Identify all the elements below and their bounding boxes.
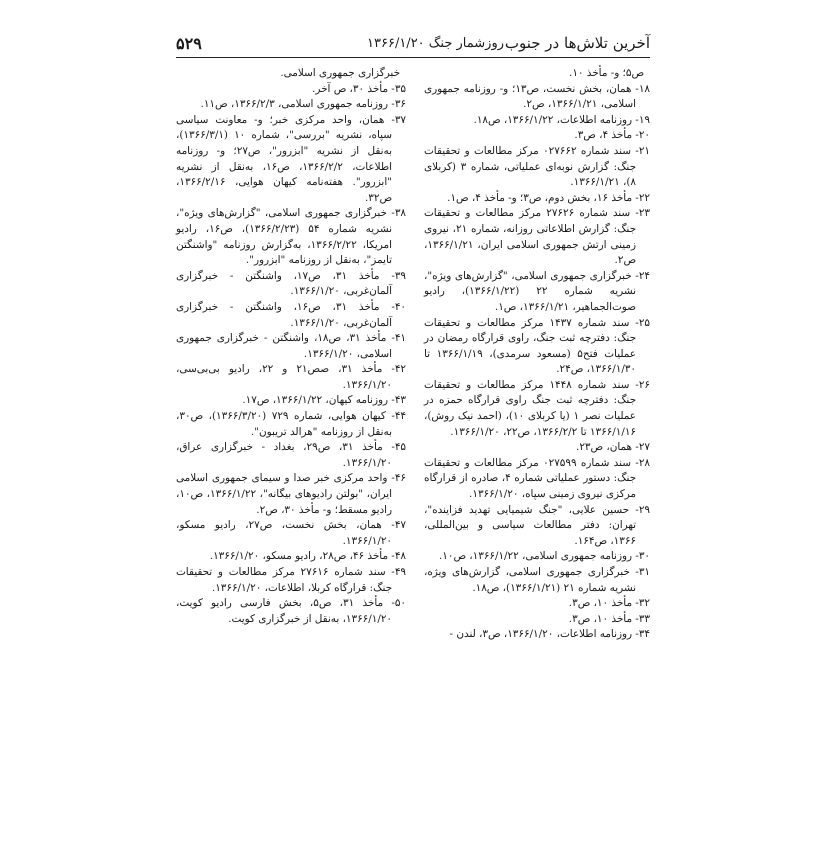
page-number: ۵۲۹ <box>176 34 202 53</box>
footnote: ۳۳- مأخذ ۱۰، ص۳. <box>568 612 650 625</box>
footnote: ۳۵- مأخذ ۳۰، ص آخر. <box>312 82 406 95</box>
footnote: ۳۲- مأخذ ۱۰، ص۳. <box>568 597 650 610</box>
footnote: ۲۹- حسین علایی، "جنگ شیمیایی تهدید فزاینده"، تهران: دفتر مطالعات سیاسی و بین‌المللی، ۱۳۶۶، ص۱۶۴. <box>424 503 650 547</box>
page-header <box>176 34 650 58</box>
footnote: ۲۱- سند شماره ۰۲۷۶۶۲ مرکز مطالعات و تحقیقات جنگ: گزارش نوبه‌ای عملیاتی، شماره ۳ (کربلای ۸)، ۱۳۶۶/۱/۲۱. <box>424 144 650 189</box>
footnote-continuation: ص۵؛ و- مأخذ ۱۰. <box>569 67 644 79</box>
footnote: ۴۷- همان، بخش نخست، ص۲۷، رادیو مسکو، ۱۳۶۶/۱/۲۰. <box>176 519 406 547</box>
footnote: ۲۴- خبرگزاری جمهوری اسلامی، "گزارش‌های ویژه"، نشریه شماره ۲۲ (۱۳۶۶/۱/۲۲)، رادیو صوت‌الجماهیر، ۱۳۶۶/۱/۲۱، ص۱. <box>424 269 650 313</box>
footnote: ۴۸- مأخذ ۴۶، ص۲۸، رادیو مسکو، ۱۳۶۶/۱/۲۰. <box>209 550 406 563</box>
footnote: ۲۵- سند شماره ۱۴۳۷ مرکز مطالعات و تحقیقات جنگ: دفترچه ثبت جنگ، راوی قرارگاه رمضان در عملیات فتح۵ (مسعود سرمدی)، ۱۳۶۶/۱/۱۹ تا ۱۳۶۶/۱/۳۰، ص۲۴. <box>424 316 650 376</box>
footnotes-right-column <box>424 66 650 643</box>
footnote: ۳۰- روزنامه جمهوری اسلامی، ۱۳۶۶/۱/۲۲، ص۱۰. <box>438 550 650 563</box>
footnote: ۴۲- مأخذ ۳۱، صص۲۱ و ۲۲، رادیو بی‌بی‌سی، ۱۳۶۶/۱/۲۰. <box>176 363 407 391</box>
footnote: ۲۰- مأخذ ۴، ص۳. <box>574 129 650 142</box>
footnote: ۴۰- مأخذ ۳۱، ص۱۶، واشنگتن - خبرگزاری آلمان‌غربی، ۱۳۶۶/۱/۲۰. <box>176 300 407 329</box>
header-rule <box>176 57 650 58</box>
footnote: ۳۴- روزنامه اطلاعات، ۱۳۶۶/۱/۲۰، ص۳، لندن - <box>449 628 650 641</box>
footnote: ۲۸- سند شماره ۰۲۷۵۹۹ مرکز مطالعات و تحقیقات جنگ: دستور عملیاتی شماره ۴، صادره از قرارگاه مرکزی نیروی زمینی سپاه، ۱۳۶۶/۱/۲۰. <box>424 456 650 501</box>
running-title: روزشمار جنگ ۱۳۶۶/۱/۲۰ <box>367 36 504 51</box>
footnote: ۴۴- کیهان هوایی، شماره ۷۲۹ (۱۳۶۶/۳/۲۰)، ص۳۰، به‌نقل از روزنامه "هرالد تریبون". <box>176 410 406 438</box>
footnote: ۱۹- روزنامه اطلاعات، ۱۳۶۶/۱/۲۲، ص۱۸. <box>473 113 650 126</box>
footnote: ۳۹- مأخذ ۳۱، ص۱۷، واشنگتن - خبرگزاری آلمان‌غربی، ۱۳۶۶/۱/۲۰. <box>176 269 407 298</box>
footnote: ۴۱- مأخذ ۳۱، ص۱۸، واشنگتن - خبرگزاری جمهوری اسلامی، ۱۳۶۶/۱/۲۰. <box>176 332 406 360</box>
footnote: ۳۶- روزنامه جمهوری اسلامی، ۱۳۶۶/۲/۳، ص۱۱. <box>200 98 406 111</box>
footnote: ۲۷- همان، ص۲۳. <box>576 441 650 454</box>
footnote: ۴۶- واحد مرکزی خبر صدا و سیمای جمهوری اسلامی ایران، "بولتن رادیوهای بیگانه"، ۱۳۶۶/۱/۲۲، ص۱۰، رادیو مسقط؛ و- مأخذ ۳۰، ص۲. <box>176 472 406 516</box>
footnote: ۵۰- مأخذ ۳۱، ص۵، بخش فارسی رادیو کویت، ۱۳۶۶/۱/۲۰، به‌نقل از خبرگزاری کویت. <box>176 597 407 625</box>
footnote: ۲۳- سند شماره ۲۷۶۲۶ مرکز مطالعات و تحقیقات جنگ: گزارش اطلاعاتی روزانه، شماره ۲۱، نیروی زمینی ارتش جمهوری اسلامی ایران، ۱۳۶۶/۱/۲۱، ص۲. <box>424 207 650 267</box>
footnote: ۲۶- سند شماره ۱۴۴۸ مرکز مطالعات و تحقیقات جنگ: دفترچه ثبت جنگ راوی قرارگاه حمزه در عملیات نصر ۱ (یا کربلای ۱۰)، (احمد نیک روش)، ۱۳۶۶/۱/۱۶ تا ۱۳۶۶/۲/۲، ص۲۲، ۱۳۶۶/۱/۲۰. <box>424 378 650 438</box>
footnote: ۴۹- سند شماره ۲۷۶۱۶ مرکز مطالعات و تحقیقات جنگ: قرارگاه کربلا، اطلاعات، ۱۳۶۶/۱/۲۰. <box>176 566 406 594</box>
footnote: ۱۸- همان، بخش نخست، ص۱۳؛ و- روزنامه جمهوری اسلامی، ۱۳۶۶/۱/۲۱، ص۲. <box>424 82 650 111</box>
footnote: ۳۸- خبرگزاری جمهوری اسلامی، "گزارش‌های ویژه"، نشریه شماره ۵۴ (۱۳۶۶/۲/۲۳)، ص۱۶، رادیو امریکا، ۱۳۶۶/۲/۲۲، به‌گزارش روزنامه "واشنگتن تایمز"، به‌نقل از روزنامه "ابزرور". <box>176 207 406 267</box>
footnote: ۲۲- مأخذ ۱۶، بخش دوم، ص۳؛ و- مأخذ ۴، ص۱. <box>447 191 650 204</box>
footnotes-left-column <box>176 66 406 627</box>
footnote: ۴۵- مأخذ ۳۱، ص۲۹، بغداد - خبرگزاری عراق، ۱۳۶۶/۱/۲۰. <box>176 441 406 469</box>
footnote-continuation: خبرگزاری جمهوری اسلامی. <box>280 67 400 79</box>
book-title: آخرین تلاش‌ها در جنوب <box>504 34 650 52</box>
footnote: ۳۱- خبرگزاری جمهوری اسلامی، گزارش‌های ویژه، نشریه شماره ۲۱ (۱۳۶۶/۱/۲۱)، ص۱۸. <box>424 566 650 594</box>
footnote: ۳۷- همان، واحد مرکزی خبر؛ و- معاونت سیاسی سپاه، نشریه "بررسی"، شماره ۱۰ (۱۳۶۶/۳/۱)، به‌نقل از نشریه "ابزرور"، ص۲۷؛ و- روزنامه اطلاعات، ۱۳۶۶/۲/۲، ص۱۶، به‌نقل از نشریه "ابزرور". هفته‌نامه کیهان هوایی، ۱۳۶۶/۲/۱۶، ص۳۲. <box>176 113 406 204</box>
footnote: ۴۳- روزنامه کیهان، ۱۳۶۶/۱/۲۲، ص۱۷. <box>242 394 406 407</box>
